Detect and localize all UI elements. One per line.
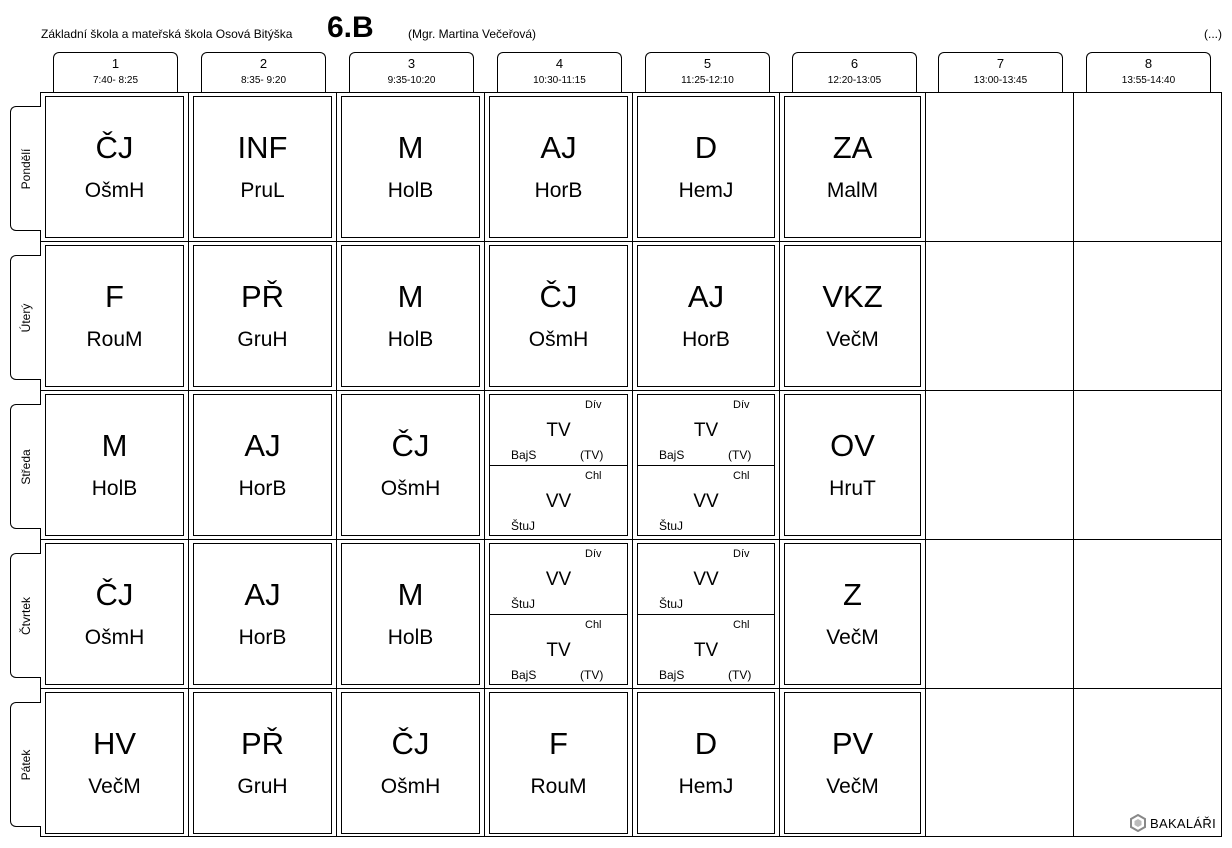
period-number: 5	[703, 56, 712, 71]
column-divider	[632, 92, 633, 837]
teacher: HorB	[682, 328, 730, 351]
teacher: OšmH	[380, 477, 441, 500]
group-lesson[interactable]	[490, 395, 627, 466]
subject: VKZ	[822, 279, 883, 314]
subject: HV	[92, 726, 137, 761]
lesson-cell[interactable]	[637, 692, 775, 834]
class-name: 6.B	[327, 11, 374, 44]
teacher: OšmH	[380, 775, 441, 798]
period-header-8	[1086, 52, 1211, 92]
teacher: BajS	[511, 668, 537, 682]
subject: F	[105, 279, 124, 314]
period-time: 9:35-10:20	[387, 75, 436, 86]
day-name: Pondělí	[19, 148, 33, 189]
subject: AJ	[687, 279, 725, 314]
row-divider	[40, 539, 1222, 540]
lesson-cell[interactable]	[193, 543, 332, 685]
teacher: HemJ	[678, 179, 734, 202]
teacher: HorB	[238, 626, 287, 649]
group-label: Chl	[733, 619, 750, 631]
period-number: 1	[111, 56, 120, 71]
group-lesson[interactable]	[638, 466, 774, 536]
teacher: ŠtuJ	[659, 519, 684, 533]
teacher: GruH	[237, 328, 288, 351]
room: (TV)	[728, 448, 752, 462]
group-label: Chl	[585, 619, 602, 631]
subject: VV	[693, 569, 719, 590]
group-label: Dív	[733, 548, 750, 560]
room: (TV)	[580, 448, 604, 462]
subject: PŘ	[240, 726, 285, 761]
group-label: Dív	[585, 548, 602, 560]
lesson-cell[interactable]	[341, 692, 480, 834]
school-name: Základní škola a mateřská škola Osová Bitýška	[41, 27, 293, 41]
period-time: 13:55-14:40	[1121, 75, 1176, 86]
teacher: OšmH	[84, 179, 145, 202]
subject: AJ	[244, 428, 281, 463]
day-tab-4	[10, 553, 41, 678]
subject: AJ	[540, 130, 577, 165]
row-divider	[40, 688, 1222, 689]
group-lesson[interactable]	[638, 544, 774, 615]
subject: F	[549, 726, 568, 761]
lesson-cell[interactable]	[637, 543, 775, 685]
lesson-cell[interactable]	[193, 692, 332, 834]
bakalari-logo	[1130, 814, 1216, 832]
subject: ZA	[832, 130, 873, 165]
period-number: 3	[407, 56, 416, 71]
lesson-cell[interactable]	[193, 96, 332, 238]
subject: TV	[693, 420, 719, 441]
period-header-7	[938, 52, 1063, 92]
subject: ČJ	[539, 279, 578, 314]
subject: ČJ	[95, 130, 134, 165]
lesson-cell[interactable]	[489, 245, 628, 387]
teacher: MalM	[826, 179, 879, 202]
teacher: ŠtuJ	[511, 519, 536, 533]
lesson-cell[interactable]	[45, 96, 184, 238]
day-name: Středa	[19, 448, 33, 485]
teacher: RouM	[86, 328, 143, 351]
lesson-cell[interactable]	[784, 543, 921, 685]
teacher: VečM	[826, 626, 879, 649]
room: (TV)	[580, 668, 604, 682]
subject: PŘ	[240, 279, 285, 314]
teacher: ŠtuJ	[511, 597, 536, 611]
period-time: 10:30-11:15	[533, 75, 586, 86]
period-header-2	[201, 52, 326, 92]
period-header-1	[53, 52, 178, 92]
subject: PV	[831, 726, 874, 761]
subject: VV	[545, 569, 572, 590]
teacher: HemJ	[678, 775, 734, 798]
day-name: Úterý	[19, 303, 33, 332]
lesson-cell[interactable]	[341, 96, 480, 238]
day-tab-3	[10, 404, 41, 529]
period-time: 12:20-13:05	[827, 75, 882, 86]
column-divider	[336, 92, 337, 837]
subject: M	[397, 130, 424, 165]
teacher: BajS	[659, 448, 685, 462]
day-tab-5	[10, 702, 41, 827]
teacher: HolB	[387, 328, 434, 351]
teacher: ŠtuJ	[659, 597, 684, 611]
teacher: RouM	[530, 775, 587, 798]
day-name: Čtvrtek	[19, 596, 33, 635]
subject: AJ	[244, 577, 281, 612]
subject: M	[397, 577, 424, 612]
period-header-3	[349, 52, 474, 92]
period-number: 8	[1144, 56, 1153, 71]
subject: VV	[545, 491, 572, 512]
teacher: OšmH	[528, 328, 589, 351]
lesson-cell[interactable]	[341, 543, 480, 685]
group-label: Dív	[733, 399, 750, 411]
subject: ČJ	[391, 726, 430, 761]
group-lesson[interactable]	[490, 544, 627, 615]
row-divider	[40, 241, 1222, 242]
teacher: PruL	[240, 179, 285, 202]
subject: D	[694, 726, 718, 761]
teacher: VečM	[826, 775, 879, 798]
lesson-cell[interactable]	[489, 543, 628, 685]
column-divider	[925, 92, 926, 837]
period-time: 7:40- 8:25	[92, 75, 139, 86]
lesson-cell[interactable]	[45, 692, 184, 834]
subject: INF	[237, 130, 288, 165]
period-number: 7	[996, 56, 1005, 71]
room: (TV)	[728, 668, 752, 682]
column-divider	[188, 92, 189, 837]
subject: TV	[546, 420, 571, 441]
lesson-cell[interactable]	[45, 394, 184, 536]
subject: M	[397, 279, 424, 314]
group-label: Dív	[585, 399, 602, 411]
period-time: 13:00-13:45	[973, 75, 1028, 86]
subject: Z	[843, 577, 862, 612]
teacher: VečM	[88, 775, 141, 798]
period-number: 4	[555, 56, 564, 71]
lesson-cell[interactable]	[193, 245, 332, 387]
day-tab-1	[10, 106, 41, 231]
subject: M	[101, 428, 128, 463]
group-label: Chl	[733, 470, 750, 482]
lesson-cell[interactable]	[489, 96, 628, 238]
group-lesson[interactable]	[638, 395, 774, 466]
subject: VV	[693, 491, 719, 512]
teacher: OšmH	[84, 626, 145, 649]
row-divider	[40, 390, 1222, 391]
period-header-4	[497, 52, 622, 92]
teacher: GruH	[237, 775, 288, 798]
column-divider	[484, 92, 485, 837]
lesson-cell[interactable]	[489, 394, 628, 536]
lesson-cell[interactable]	[341, 394, 480, 536]
teacher: HorB	[534, 179, 583, 202]
teacher: HolB	[387, 626, 434, 649]
hexagon-logo-icon	[1130, 814, 1146, 832]
subject: ČJ	[95, 577, 134, 612]
column-divider	[779, 92, 780, 837]
lesson-cell[interactable]	[637, 394, 775, 536]
subject: TV	[693, 640, 719, 661]
group-lesson[interactable]	[490, 466, 627, 536]
teacher: VečM	[826, 328, 879, 351]
lesson-cell[interactable]	[193, 394, 332, 536]
lesson-cell[interactable]	[784, 692, 921, 834]
day-name: Pátek	[19, 749, 33, 780]
period-time: 11:25-12:10	[681, 75, 734, 86]
teacher: BajS	[511, 448, 537, 462]
day-tab-2	[10, 255, 41, 380]
lesson-cell[interactable]	[784, 96, 921, 238]
period-number: 6	[850, 56, 859, 71]
group-label: Chl	[585, 470, 602, 482]
subject: D	[694, 130, 718, 165]
lesson-cell[interactable]	[489, 692, 628, 834]
lesson-cell[interactable]	[637, 96, 775, 238]
more-link[interactable]: (...)	[1204, 27, 1222, 41]
lesson-cell[interactable]	[637, 245, 775, 387]
teacher: HolB	[387, 179, 434, 202]
period-header-5	[645, 52, 770, 92]
logo-text: BAKALÁŘI	[1150, 815, 1216, 831]
subject: ČJ	[391, 428, 430, 463]
subject: OV	[830, 428, 875, 463]
teacher: HorB	[238, 477, 287, 500]
lesson-cell[interactable]	[784, 245, 921, 387]
teacher: HruT	[829, 477, 876, 500]
lesson-cell[interactable]	[45, 245, 184, 387]
teacher: HolB	[91, 477, 138, 500]
group-lesson[interactable]	[490, 615, 627, 685]
lesson-cell[interactable]	[341, 245, 480, 387]
lesson-cell[interactable]	[784, 394, 921, 536]
class-teacher: (Mgr. Martina Večeřová)	[408, 27, 537, 41]
lesson-cell[interactable]	[45, 543, 184, 685]
period-header-6	[792, 52, 917, 92]
column-divider	[1073, 92, 1074, 837]
period-time: 8:35- 9:20	[240, 75, 287, 86]
teacher: BajS	[659, 668, 685, 682]
subject: TV	[546, 640, 571, 661]
period-number: 2	[259, 56, 268, 71]
group-lesson[interactable]	[638, 615, 774, 685]
